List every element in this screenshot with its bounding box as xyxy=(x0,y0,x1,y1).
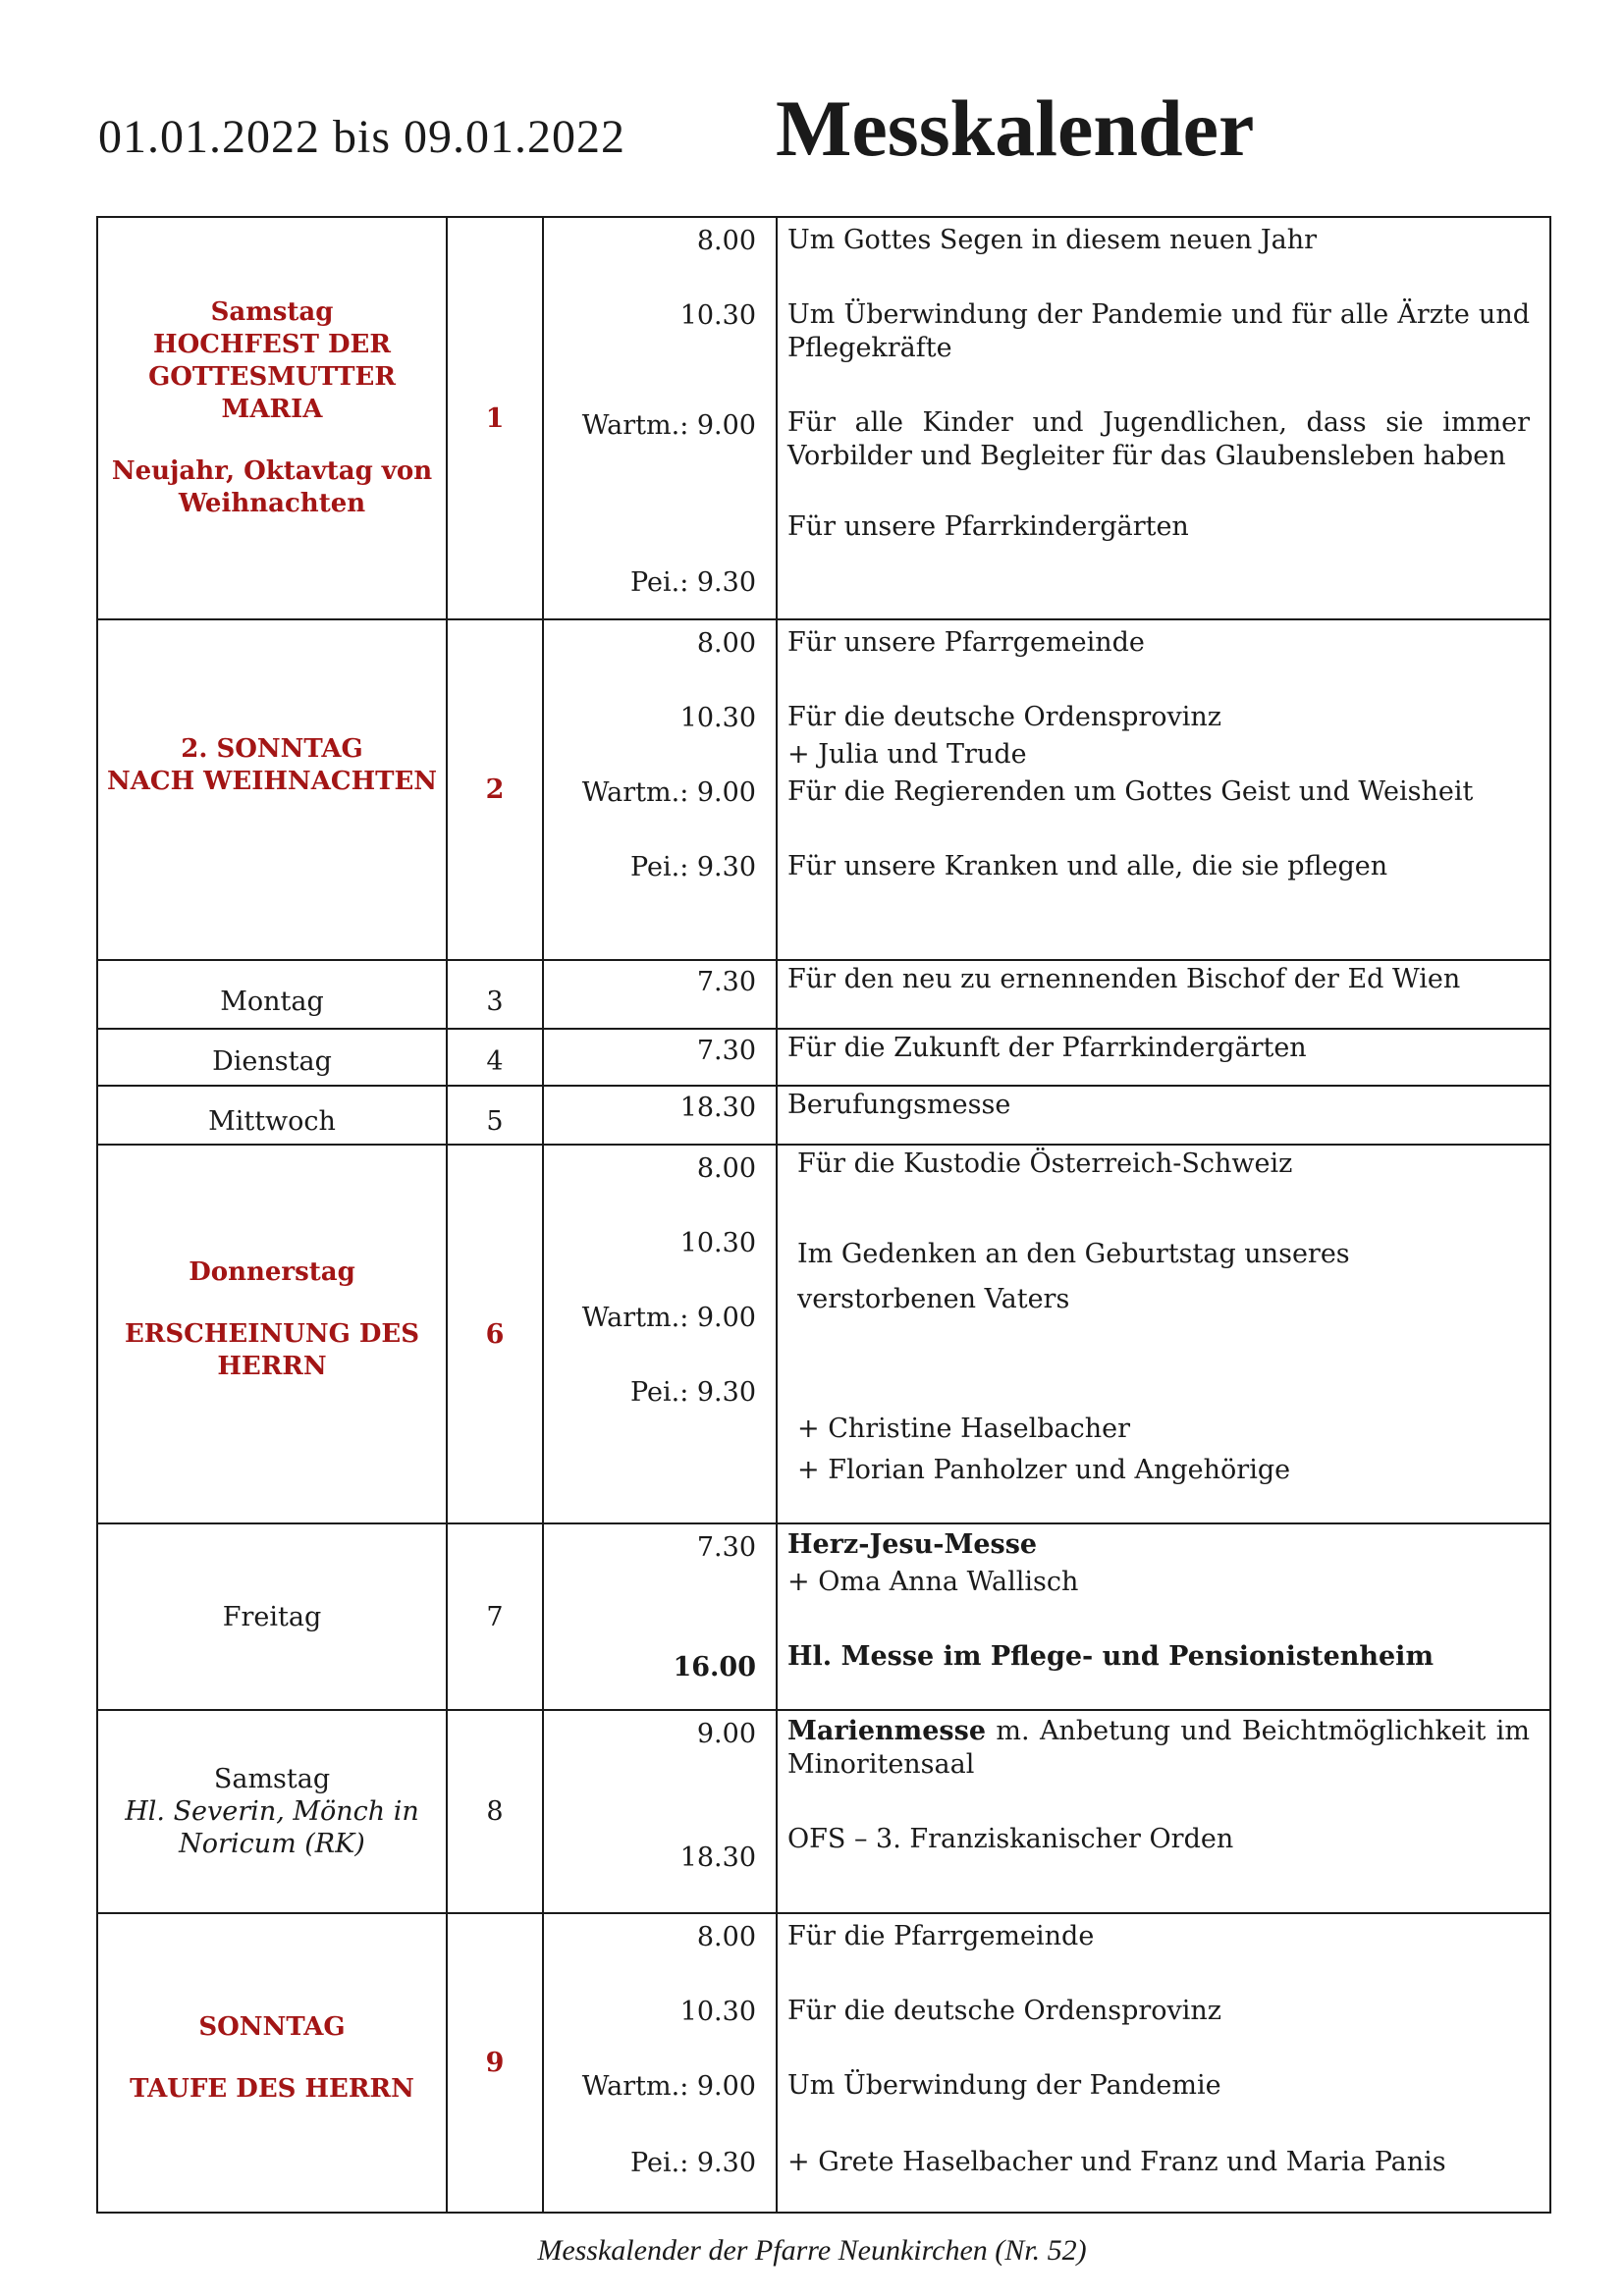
day-number: 9 xyxy=(447,1913,543,2213)
day-label xyxy=(97,1145,447,1523)
intention: Für unsere Pfarrkindergärten xyxy=(787,511,1189,542)
intention-cell xyxy=(777,1913,1550,2213)
feast-line: Weihnachten xyxy=(178,489,366,518)
mass-time: Wartm.: 9.00 xyxy=(581,1303,756,1333)
mass-time: Pei.: 9.30 xyxy=(630,852,756,882)
day-number: 5 xyxy=(447,1086,543,1145)
mass-time: 18.30 xyxy=(679,1842,756,1873)
intention: Hl. Messe im Pflege- und Pensionistenheim xyxy=(787,1641,1435,1672)
table-row xyxy=(97,619,1550,960)
day-number: 2 xyxy=(447,619,543,960)
intention-cell xyxy=(777,619,1550,960)
mass-time: 9.00 xyxy=(696,1719,756,1749)
table-row xyxy=(97,1913,1550,2213)
time-cell xyxy=(543,217,777,619)
mass-time: 10.30 xyxy=(679,1997,756,2027)
mass-time: 10.30 xyxy=(679,1228,756,1258)
intention: + Julia und Trude xyxy=(787,739,1027,770)
intention-cell xyxy=(777,1710,1550,1913)
time-cell xyxy=(543,1523,777,1710)
intention: + Grete Haselbacher und Franz und Maria Panis xyxy=(787,2147,1446,2177)
intention: Für die deutsche Ordensprovinz xyxy=(787,702,1222,732)
mass-time: 8.00 xyxy=(696,1153,756,1184)
intention: OFS – 3. Franziskanischer Orden xyxy=(787,1824,1234,1854)
table-row xyxy=(97,1523,1550,1710)
day-number: 4 xyxy=(447,1029,543,1086)
intention-cell xyxy=(777,960,1550,1029)
time-cell xyxy=(543,619,777,960)
day-label xyxy=(97,1710,447,1913)
mass-time: 10.30 xyxy=(679,300,756,331)
intention: Für die deutsche Ordensprovinz xyxy=(787,1996,1222,2026)
feast-line: Hl. Severin, Mönch in xyxy=(125,1796,419,1827)
day-label xyxy=(97,1913,447,2213)
intention: Herz-Jesu-Messe xyxy=(787,1529,1038,1560)
day-label xyxy=(97,217,447,619)
feast-line: HERRN xyxy=(217,1351,327,1381)
intention: verstorbenen Vaters xyxy=(797,1284,1070,1314)
mass-time: Pei.: 9.30 xyxy=(630,2148,756,2178)
intention: Berufungsmesse xyxy=(787,1090,1011,1120)
intention: Für die Zukunft der Pfarrkindergärten xyxy=(787,1033,1307,1063)
intention: Für die Kustodie Österreich-Schweiz xyxy=(797,1148,1293,1179)
feast-line: TAUFE DES HERRN xyxy=(130,2073,414,2104)
day-line: 2. SONNTAG xyxy=(181,733,363,764)
feast-line: MARIA xyxy=(221,395,323,424)
intention-cell xyxy=(777,1523,1550,1710)
table-row xyxy=(97,1710,1550,1913)
intention: Für unsere Pfarrgemeinde xyxy=(787,627,1145,658)
day-line: Samstag xyxy=(210,297,334,327)
time-cell xyxy=(543,960,777,1029)
mass-time: 8.00 xyxy=(696,628,756,659)
intention: Für die Regierenden um Gottes Geist und Weisheit xyxy=(787,776,1474,807)
mass-time: Pei.: 9.30 xyxy=(630,1377,756,1408)
page-footer: Messkalender der Pfarre Neunkirchen (Nr. 52) xyxy=(537,2234,1087,2267)
mass-time: 7.30 xyxy=(696,967,756,997)
intention-cell xyxy=(777,1145,1550,1523)
day-number: 7 xyxy=(447,1523,543,1710)
intention: Um Überwindung der Pandemie und für alle Ärzte und Pflegekräfte xyxy=(787,299,1530,363)
intention-cell xyxy=(777,217,1550,619)
day-line: SONNTAG xyxy=(198,2011,346,2042)
day-line: NACH WEIHNACHTEN xyxy=(106,766,438,796)
day-label xyxy=(97,619,447,960)
mass-time: 10.30 xyxy=(679,703,756,733)
table-row xyxy=(97,1029,1550,1086)
intention: Für die Pfarrgemeinde xyxy=(787,1921,1095,1951)
day-number: 6 xyxy=(447,1145,543,1523)
mass-time: 7.30 xyxy=(696,1532,756,1563)
day-number: 3 xyxy=(447,960,543,1029)
date-range: 01.01.2022 bis 09.01.2022 xyxy=(98,111,626,163)
day-line: Donnerstag xyxy=(189,1256,355,1287)
feast-line: Neujahr, Oktavtag von xyxy=(111,456,433,486)
day-label: Freitag xyxy=(97,1523,447,1710)
time-cell xyxy=(543,1913,777,2213)
intention: Für alle Kinder und Jugendlichen, dass sie immer Vorbilder und Begleiter für das Glaubensleben haben xyxy=(787,407,1530,471)
mass-time: 8.00 xyxy=(696,226,756,256)
time-cell xyxy=(543,1086,777,1145)
intention: Im Gedenken an den Geburtstag unseres xyxy=(797,1239,1350,1269)
intention-title: Marienmesse xyxy=(787,1716,986,1746)
table-row xyxy=(97,1145,1550,1523)
mass-time: Wartm.: 9.00 xyxy=(581,2071,756,2102)
time-cell xyxy=(543,1029,777,1086)
table-row xyxy=(97,217,1550,619)
intention: Um Gottes Segen in diesem neuen Jahr xyxy=(787,225,1318,255)
table-row xyxy=(97,1086,1550,1145)
mass-time: Wartm.: 9.00 xyxy=(581,777,756,808)
feast-line: GOTTESMUTTER xyxy=(148,362,396,392)
mass-calendar-table xyxy=(96,216,1551,2214)
feast-line: HOCHFEST DER xyxy=(153,330,391,359)
day-number: 8 xyxy=(447,1710,543,1913)
day-number: 1 xyxy=(447,217,543,619)
day-label: Mittwoch xyxy=(97,1086,447,1145)
day-label: Montag xyxy=(97,960,447,1029)
intention: Um Überwindung der Pandemie xyxy=(787,2070,1221,2101)
mass-time: 8.00 xyxy=(696,1922,756,1952)
mass-time: 16.00 xyxy=(673,1652,756,1682)
intention: Für unsere Kranken und alle, die sie pflegen xyxy=(787,851,1388,881)
day-line: Samstag xyxy=(213,1764,331,1794)
intention-detail: m. Anbetung und Beichtmöglichkeit im Minoritensaal xyxy=(787,1716,1530,1780)
intention: + Oma Anna Wallisch xyxy=(787,1567,1079,1597)
mass-time: Pei.: 9.30 xyxy=(630,567,756,598)
day-label: Dienstag xyxy=(97,1029,447,1086)
page-title: Messkalender xyxy=(776,83,1255,173)
feast-line: Noricum (RK) xyxy=(179,1829,365,1859)
intention: Für den neu zu ernennenden Bischof der Ed Wien xyxy=(787,964,1461,994)
mass-time: 18.30 xyxy=(679,1093,756,1123)
intention-cell xyxy=(777,1086,1550,1145)
table-row xyxy=(97,960,1550,1029)
intention-cell xyxy=(777,1029,1550,1086)
time-cell xyxy=(543,1145,777,1523)
time-cell xyxy=(543,1710,777,1913)
intention: + Christine Haselbacher xyxy=(797,1414,1130,1444)
intention xyxy=(787,1715,1530,1782)
mass-time: 7.30 xyxy=(696,1036,756,1066)
mass-time: Wartm.: 9.00 xyxy=(581,410,756,441)
intention: + Florian Panholzer und Angehörige xyxy=(797,1455,1291,1485)
feast-line: ERSCHEINUNG DES xyxy=(124,1318,420,1349)
